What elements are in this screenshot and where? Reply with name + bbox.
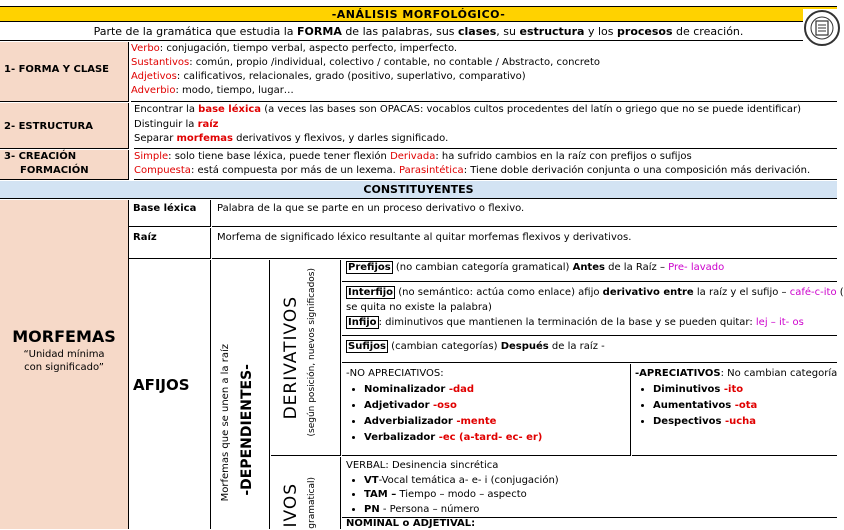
- infijo-line: Infijo : diminutivos que mantienen la terminación de la base y se pueden quitar: lej – it- os: [348, 317, 804, 328]
- morfemas-definition: “Unidad mínima con significado”: [23, 349, 105, 373]
- afijos-cell: [129, 260, 211, 529]
- prefijos-row: Prefijos (no cambian categoría gramatical) Antes de la Raíz – Pre- lavado: [342, 260, 837, 282]
- list-item: • Aumentativos -ota: [653, 398, 837, 413]
- apreciativos-cell: -APRECIATIVOS: No cambian categoría • Diminutivos -ito • Aumentativos -ota • Despectivos -ucha: [632, 364, 837, 456]
- forma-line-adverbio: Adverbio: modo, tiempo, lugar…: [131, 85, 294, 96]
- morfemas-title: MORFEMAS: [12, 327, 116, 346]
- dependientes-column: [212, 260, 270, 529]
- base-lexica-label: Base léxica: [129, 200, 211, 227]
- sufijos-row: Sufijos (cambian categorías) Después de la raíz -: [342, 337, 837, 363]
- list-item: • Verbalizador -ec (a-tard- ec- er): [364, 430, 630, 445]
- derivativos-sublabel: (según posición, nuevos significados): [307, 268, 317, 437]
- forma-clase-content: [131, 42, 837, 102]
- list-item: • Adverbializador -mente: [364, 414, 630, 429]
- nominal-cell: NOMINAL o ADJETIVAL:: [342, 517, 837, 529]
- list-item: • Nominalizador -dad: [364, 382, 630, 397]
- morfemas-cell: [0, 200, 129, 529]
- afijos-title: AFIJOS: [133, 376, 190, 394]
- forma-line-sustantivos: Sustantivos: común, propio /individual, colectivo / contable, no contable / Abstracto, concreto: [131, 57, 600, 68]
- list-item: • PN - Persona – número: [364, 503, 837, 517]
- list-item: • VT-Vocal temática a- e- i (conjugación): [364, 474, 837, 488]
- flexivos-sublabel: gramatical): [307, 477, 317, 529]
- list-item: • TAM – Tiempo – modo – aspecto: [364, 488, 837, 502]
- verbal-cell: VERBAL: Desinencia sincrética • VT-Vocal temática a- e- i (conjugación) • TAM – Tiempo – modo – aspecto • PN - Persona – número: [342, 457, 837, 517]
- no-apreciativos-list: [346, 382, 630, 445]
- raiz-text: Morfema de significado léxico resultante al quitar morfemas flexivos y derivativos.: [212, 228, 837, 259]
- base-lexica-text: Palabra de la que se parte en un proceso derivativo o flexivo.: [212, 200, 837, 227]
- apreciativos-list: [635, 382, 837, 429]
- subtitle: Parte de la gramática que estudia la FORMA de las palabras, sus clases, su estructura y los procesos de creación.: [0, 23, 837, 41]
- flexivos-column: [271, 457, 341, 529]
- verbal-list: [346, 474, 837, 517]
- list-item: • Adjetivador -oso: [364, 398, 630, 413]
- title-bar: [0, 6, 837, 22]
- constituyentes-header: CONSTITUYENTES: [0, 181, 837, 199]
- creacion-content: Simple: solo tiene base léxica, puede tener flexión Derivada: ha sufrido cambios en la raíz con prefijos o sufijos Compuesta: está compuesta por más de un lexema. Parasintética: Tiene doble derivación conjunta o una composición más derivación.: [134, 150, 837, 180]
- raiz-label: Raíz: [129, 228, 211, 259]
- derivativos-label: DERIVATIVOS: [281, 296, 301, 420]
- creacion-label-cell: 3- CREACIÓN FORMACIÓN: [0, 150, 129, 180]
- list-item: • Diminutivos -ito: [653, 382, 837, 397]
- estructura-label-cell: 2- ESTRUCTURA: [0, 103, 129, 149]
- estructura-content: Encontrar la base léxica (a veces las bases son OPACAS: vocablos cultos procedentes del latín o griego que no se puede identificar) Distinguir la raíz Separar morfemas derivativos y flexivos, y darles significado.: [134, 103, 837, 149]
- list-item: • Despectivos -ucha: [653, 414, 837, 429]
- no-apreciativos-cell: -NO APRECIATIVOS: • Nominalizador -dad • Adjetivador -oso • Adverbializador -mente • Verbalizador -ec (a-tard- ec- er): [342, 364, 631, 456]
- dependientes-label: -DEPENDIENTES-: [239, 364, 255, 496]
- flexivos-label: IVOS: [281, 483, 301, 528]
- forma-line-verbo: Verbo: conjugación, tiempo verbal, aspecto perfecto, imperfecto.: [131, 43, 458, 54]
- interfijo-row: Interfijo (no semántico: actúa como enlace) afijo derivativo entre la raíz y el sufijo – café-c-ito ( se quita no existe la palabra) Infijo : diminutivos que mantienen la terminación de la base y se pueden quitar: lej – it- os: [342, 283, 837, 336]
- forma-line-adjetivos: Adjetivos: calificativos, relacionales, grado (positivo, superlativo, comparativo): [131, 71, 526, 82]
- page-title: -ANÁLISIS MORFOLÓGICO-: [331, 8, 506, 21]
- forma-clase-label-cell: 1- FORMA Y CLASE: [0, 42, 129, 102]
- unen-raiz-label: Morfemas que se unen a la raíz: [220, 344, 231, 502]
- derivativos-column: [271, 260, 341, 456]
